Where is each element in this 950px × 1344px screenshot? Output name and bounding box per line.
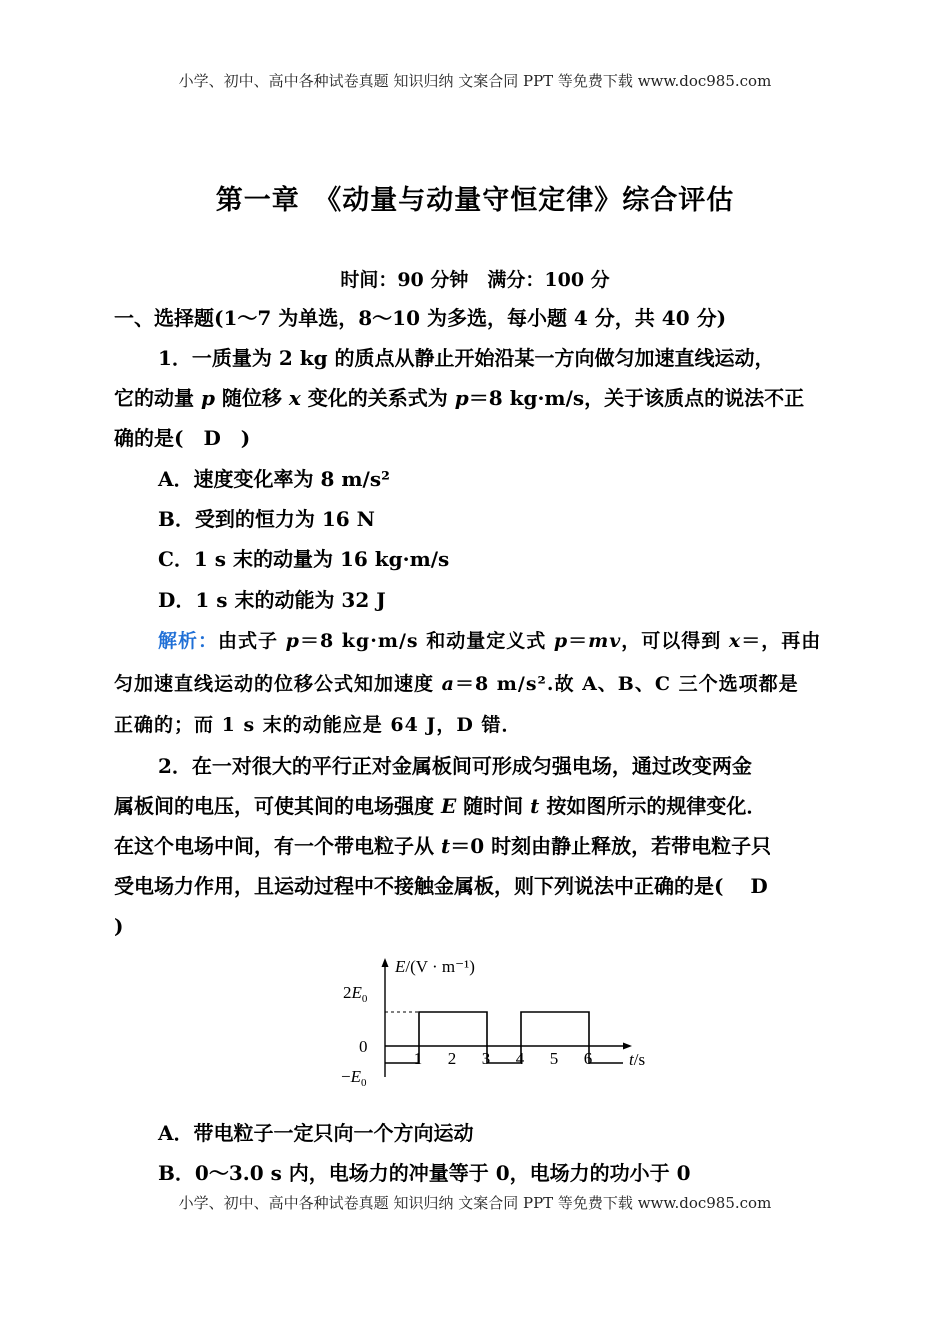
page-title: 第一章 《动量与动量守恒定律》综合评估 — [215, 185, 735, 216]
q2-line-1: 2．在一对很大的平行正对金属板间可形成匀强电场，通过改变两金 — [158, 754, 752, 778]
q1-analysis-line-2: 匀加速直线运动的位移公式知加速度 a＝8 m/s².故 A、B、C 三个选项都是 — [114, 673, 799, 695]
e-t-graph — [335, 952, 665, 1092]
q1-option-d: D．1 s 末的动能为 32 J — [158, 588, 386, 612]
q2-line-3: 在这个电场中间，有一个带电粒子从 t＝0 时刻由静止释放，若带电粒子只 — [114, 834, 772, 858]
q2-option-a: A．带电粒子一定只向一个方向运动 — [158, 1121, 474, 1145]
q2-line-5: ) — [114, 914, 124, 938]
analysis-label: 解析： — [158, 630, 219, 652]
q1-analysis-line-1: 解析：由式子 p＝8 kg·m/s 和动量定义式 p＝mv，可以得到 x＝，再由 — [158, 630, 822, 652]
header-banner: 小学、初中、高中各种试卷真题 知识归纳 文案合同 PPT 等免费下载 www.doc985.com — [178, 72, 772, 90]
section-heading: 一、选择题(1～7 为单选，8～10 为多选，每小题 4 分，共 40 分) — [114, 306, 727, 330]
q1-analysis-line-3: 正确的；而 1 s 末的动能应是 64 J，D 错． — [114, 714, 522, 736]
q2-line-4: 受电场力作用，且运动过程中不接触金属板，则下列说法中正确的是( D — [114, 874, 768, 898]
q1-option-c: C．1 s 末的动量为 16 kg·m/s — [158, 547, 450, 571]
y-tick-neg-e0: $-E_0$ — [341, 1067, 367, 1089]
y-tick-2e0: $2E_0$ — [343, 983, 368, 1005]
x-tick-6: 6 — [583, 1049, 593, 1068]
q1-option-b: B．受到的恒力为 16 N — [158, 507, 375, 531]
q1-line-3: 确的是( D ) — [114, 426, 251, 450]
footer-banner: 小学、初中、高中各种试卷真题 知识归纳 文案合同 PPT 等免费下载 www.doc985.com — [178, 1194, 772, 1212]
y-axis-arrow — [382, 958, 389, 967]
q2-line-2: 属板间的电压，可使其间的电场强度 E 随时间 t 按如图所示的规律变化． — [114, 794, 767, 818]
q1-option-a: A．速度变化率为 8 m/s² — [158, 467, 390, 491]
x-tick-4: 4 — [515, 1049, 525, 1068]
q1-line-2: 它的动量 p 随位移 x 变化的关系式为 p＝8 kg·m/s，关于该质点的说法不正 — [114, 386, 805, 410]
exam-meta: 时间：90 分钟 满分：100 分 — [340, 269, 610, 291]
x-axis-label: t/s — [629, 1050, 646, 1069]
x-tick-5: 5 — [549, 1049, 559, 1068]
y-tick-zero: 0 — [359, 1037, 368, 1056]
q2-option-b: B．0～3.0 s 内，电场力的冲量等于 0，电场力的功小于 0 — [158, 1161, 691, 1185]
y-axis-label: E/(V · m⁻¹) — [395, 957, 475, 976]
x-tick-2: 2 — [447, 1049, 457, 1068]
x-tick-1: 1 — [413, 1049, 423, 1068]
x-tick-3: 3 — [481, 1049, 491, 1068]
q1-line-1: 1．一质量为 2 kg 的质点从静止开始沿某一方向做匀加速直线运动， — [158, 346, 775, 370]
x-axis-arrow — [623, 1043, 632, 1050]
